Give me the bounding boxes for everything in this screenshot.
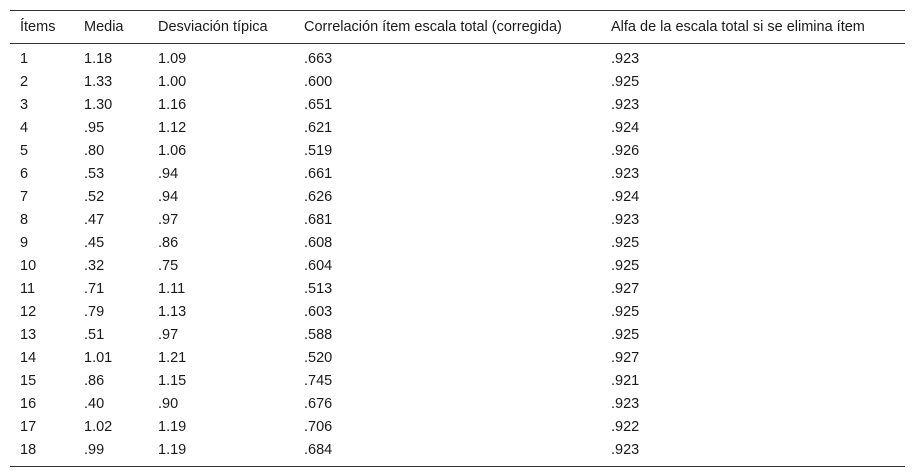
- cell-alpha: .925: [611, 327, 640, 343]
- cell-mean: .86: [84, 373, 105, 389]
- cell-correlation: .661: [304, 166, 333, 182]
- item-statistics-table: [10, 10, 905, 467]
- table-row: [10, 232, 905, 255]
- header-mean: Media: [84, 19, 124, 35]
- cell-alpha: .924: [611, 120, 640, 136]
- cell-mean: .99: [84, 442, 105, 458]
- cell-correlation: .745: [304, 373, 333, 389]
- cell-alpha: .923: [611, 212, 640, 228]
- table-row: [10, 140, 905, 163]
- cell-std-dev: 1.19: [158, 442, 187, 458]
- cell-mean: .51: [84, 327, 105, 343]
- cell-item: 9: [20, 235, 29, 251]
- table-row: [10, 370, 905, 393]
- cell-alpha: .925: [611, 74, 640, 90]
- cell-correlation: .621: [304, 120, 333, 136]
- cell-correlation: .684: [304, 442, 333, 458]
- cell-alpha: .923: [611, 396, 640, 412]
- cell-std-dev: 1.21: [158, 350, 187, 366]
- cell-std-dev: .94: [158, 166, 179, 182]
- cell-correlation: .603: [304, 304, 333, 320]
- cell-std-dev: 1.00: [158, 74, 187, 90]
- table-header: [10, 11, 905, 44]
- cell-correlation: .651: [304, 97, 333, 113]
- cell-std-dev: .75: [158, 258, 179, 274]
- cell-std-dev: 1.13: [158, 304, 187, 320]
- cell-item: 16: [20, 396, 37, 412]
- cell-mean: .40: [84, 396, 105, 412]
- cell-std-dev: .86: [158, 235, 179, 251]
- table-row: [10, 209, 905, 232]
- table-row: [10, 44, 905, 72]
- cell-std-dev: .94: [158, 189, 179, 205]
- table-row: [10, 393, 905, 416]
- cell-std-dev: 1.16: [158, 97, 187, 113]
- cell-item: 15: [20, 373, 37, 389]
- cell-mean: .95: [84, 120, 105, 136]
- table-row: [10, 163, 905, 186]
- cell-correlation: .588: [304, 327, 333, 343]
- cell-mean: .47: [84, 212, 105, 228]
- table-row: [10, 301, 905, 324]
- cell-item: 1: [20, 51, 29, 67]
- cell-mean: .32: [84, 258, 105, 274]
- cell-item: 13: [20, 327, 37, 343]
- cell-correlation: .608: [304, 235, 333, 251]
- cell-item: 17: [20, 419, 37, 435]
- cell-correlation: .706: [304, 419, 333, 435]
- cell-alpha: .923: [611, 97, 640, 113]
- cell-item: 11: [20, 281, 36, 297]
- item-statistics-table-container: [10, 10, 905, 467]
- table-row: [10, 416, 905, 439]
- header-item-total-correlation: Correlación ítem escala total (corregida): [304, 19, 562, 35]
- cell-alpha: .921: [611, 373, 640, 389]
- cell-alpha: .923: [611, 166, 640, 182]
- cell-mean: .45: [84, 235, 105, 251]
- cell-correlation: .520: [304, 350, 333, 366]
- cell-std-dev: .90: [158, 396, 179, 412]
- cell-correlation: .600: [304, 74, 333, 90]
- table-row: [10, 255, 905, 278]
- cell-std-dev: 1.11: [158, 281, 186, 297]
- cell-std-dev: 1.09: [158, 51, 187, 67]
- table-row: [10, 186, 905, 209]
- cell-mean: 1.02: [84, 419, 113, 435]
- cell-item: 5: [20, 143, 29, 159]
- cell-mean: 1.18: [84, 51, 113, 67]
- cell-alpha: .927: [611, 281, 640, 297]
- cell-correlation: .676: [304, 396, 333, 412]
- cell-correlation: .604: [304, 258, 333, 274]
- cell-item: 12: [20, 304, 37, 320]
- cell-alpha: .926: [611, 143, 640, 159]
- cell-correlation: .663: [304, 51, 333, 67]
- cell-mean: .80: [84, 143, 105, 159]
- table-row: [10, 324, 905, 347]
- cell-item: 3: [20, 97, 29, 113]
- header-std-dev: Desviación típica: [158, 19, 268, 35]
- cell-item: 18: [20, 442, 37, 458]
- cell-std-dev: 1.15: [158, 373, 187, 389]
- cell-item: 4: [20, 120, 29, 136]
- cell-alpha: .925: [611, 258, 640, 274]
- table-row: [10, 117, 905, 140]
- cell-alpha: .925: [611, 235, 640, 251]
- cell-mean: .52: [84, 189, 105, 205]
- table-row: [10, 347, 905, 370]
- header-alpha-if-deleted: Alfa de la escala total si se elimina ítem: [611, 19, 865, 35]
- table-row: [10, 278, 905, 301]
- cell-mean: .71: [84, 281, 105, 297]
- table-row: [10, 71, 905, 94]
- cell-item: 10: [20, 258, 37, 274]
- cell-std-dev: .97: [158, 327, 179, 343]
- cell-alpha: .922: [611, 419, 640, 435]
- cell-alpha: .927: [611, 350, 640, 366]
- table-row: [10, 439, 905, 467]
- cell-item: 14: [20, 350, 37, 366]
- cell-correlation: .513: [304, 281, 333, 297]
- cell-std-dev: 1.19: [158, 419, 187, 435]
- cell-std-dev: .97: [158, 212, 179, 228]
- cell-mean: .79: [84, 304, 105, 320]
- cell-std-dev: 1.12: [158, 120, 187, 136]
- cell-item: 8: [20, 212, 29, 228]
- cell-mean: .53: [84, 166, 105, 182]
- cell-alpha: .923: [611, 51, 640, 67]
- header-row: [10, 11, 905, 44]
- cell-alpha: .923: [611, 442, 640, 458]
- cell-alpha: .924: [611, 189, 640, 205]
- cell-correlation: .681: [304, 212, 333, 228]
- cell-item: 6: [20, 166, 29, 182]
- cell-mean: 1.33: [84, 74, 113, 90]
- cell-correlation: .519: [304, 143, 333, 159]
- cell-correlation: .626: [304, 189, 333, 205]
- table-body: [10, 44, 905, 467]
- cell-item: 2: [20, 74, 29, 90]
- cell-std-dev: 1.06: [158, 143, 187, 159]
- cell-alpha: .925: [611, 304, 640, 320]
- table-row: [10, 94, 905, 117]
- cell-mean: 1.30: [84, 97, 113, 113]
- cell-item: 7: [20, 189, 29, 205]
- header-items: Ítems: [20, 19, 56, 35]
- cell-mean: 1.01: [84, 350, 113, 366]
